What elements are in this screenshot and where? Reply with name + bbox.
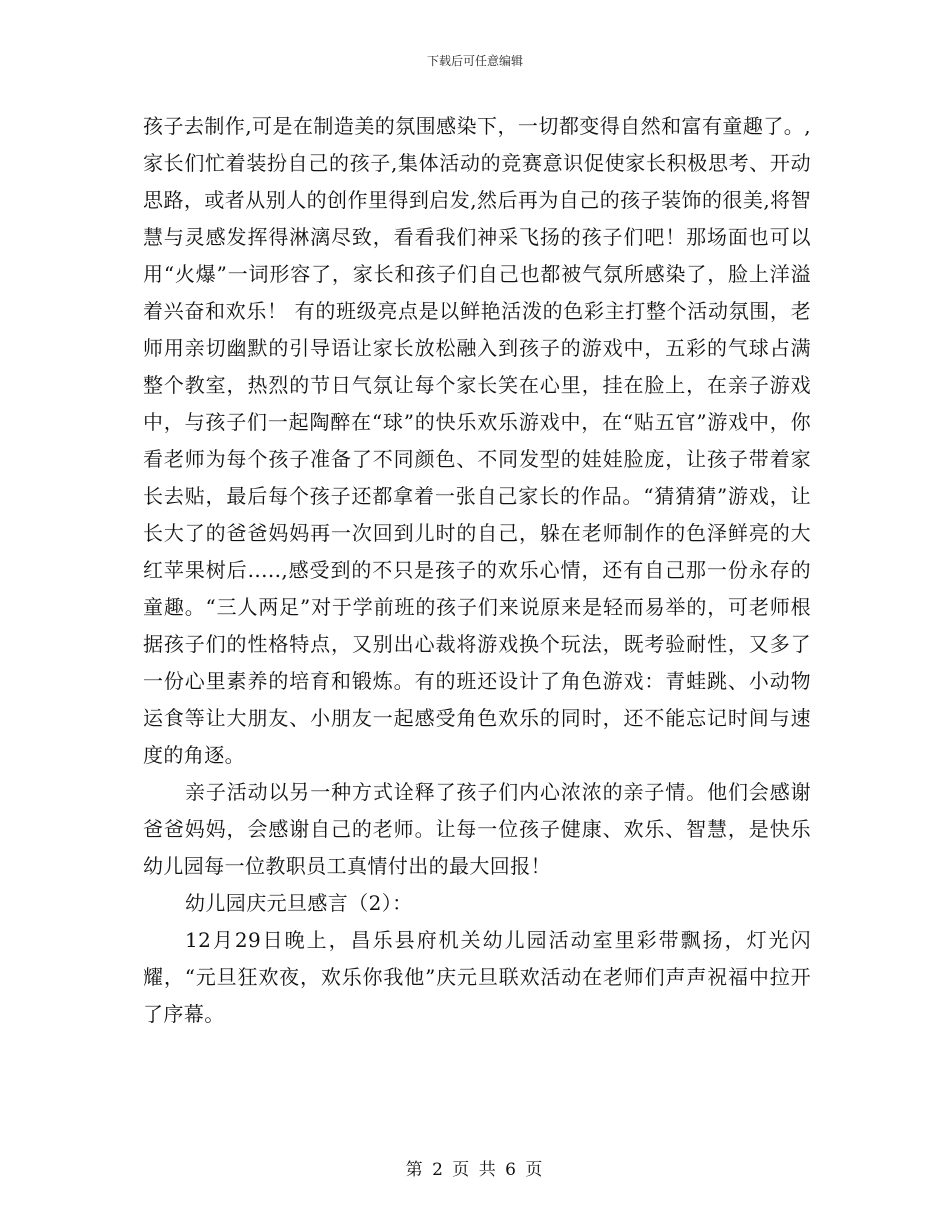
page-number-footer: 第 2 页 共 6 页: [405, 1160, 545, 1180]
page-header-note: 下载后可任意编辑: [426, 54, 523, 68]
document-body: [143, 108, 811, 1033]
section-heading-new-year-reflection: 幼儿园庆元旦感言（2）：: [185, 891, 413, 915]
paragraph-parent-child-summary: 亲子活动以另一种方式诠释了孩子们内心浓浓的亲子情。他们会感谢爸爸妈妈，会感谢自己的老师。让每一位孩子健康、欢乐、智慧，是快乐幼儿园每一位教职员工真情付出的最大回报！: [143, 780, 811, 878]
paragraph-new-year-event: 12月29日晚上，昌乐县府机关幼儿园活动室里彩带飘扬，灯光闪耀，“元旦狂欢夜，欢乐你我他”庆元旦联欢活动在老师们声声祝福中拉开了序幕。: [143, 928, 811, 1026]
paragraph-activity-description: 孩子去制作,可是在制造美的氛围感染下，一切都变得自然和富有童趣了。,家长们忙着装扮自己的孩子,集体活动的竞赛意识促使家长积极思考、开动思路，或者从别人的创作里得到启发,然后再为自己的孩子装饰的很美,将智慧与灵感发挥得淋漓尽致，看看我们神采飞扬的孩子们吧！那场面也可以用“火爆”一词形容了，家长和孩子们自己也都被气氛所感染了，脸上洋溢着兴奋和欢乐！ 有的班级亮点是以鲜艳活泼的色彩主打整个活动氛围，老师用亲切幽默的引导语让家长放松融入到孩子的游戏中，五彩的气球占满整个教室，热烈的节日气氛让每个家长笑在心里，挂在脸上，在亲子游戏中，与孩子们一起陶醉在“球”的快乐欢乐游戏中，在“贴五官”游戏中，你看老师为每个孩子准备了不同颜色、不同发型的娃娃脸庞，让孩子带着家长去贴，最后每个孩子还都拿着一张自己家长的作品。“猜猜猜”游戏，让长大了的爸爸妈妈再一次回到儿时的自己，躲在老师制作的色泽鲜亮的大红苹果树后.....,感受到的不只是孩子的欢乐心情，还有自己那一份永存的童趣。“三人两足”对于学前班的孩子们来说原来是轻而易举的，可老师根据孩子们的性格特点，又别出心裁将游戏换个玩法，既考验耐性，又多了一份心里素养的培育和锻炼。有的班还设计了角色游戏：青蛙跳、小动物运食等让大朋友、小朋友一起感受角色欢乐的同时，还不能忘记时间与速度的角逐。: [143, 114, 811, 767]
